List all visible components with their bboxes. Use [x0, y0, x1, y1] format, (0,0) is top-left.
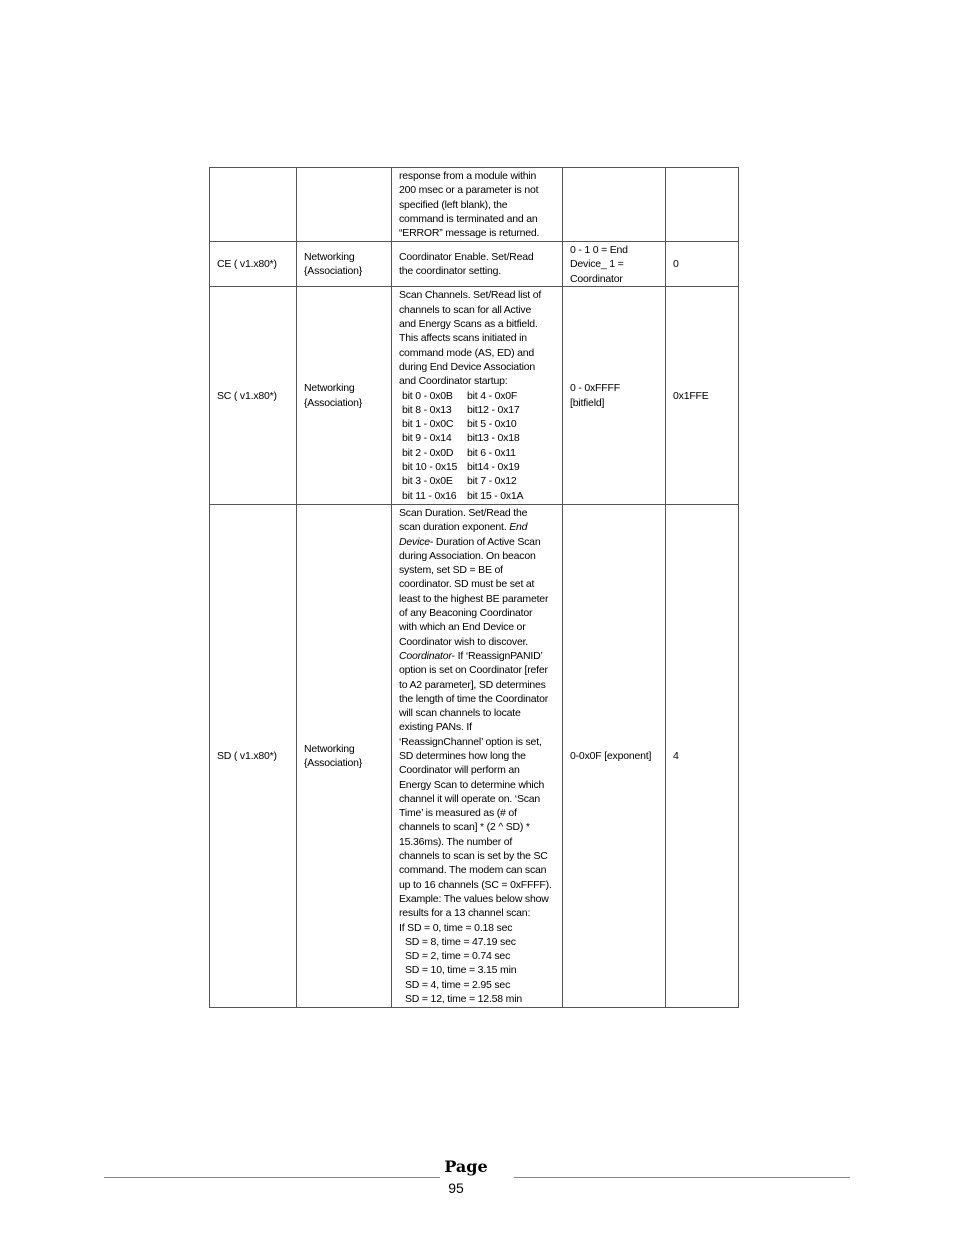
desc-line: Energy Scan to determine which	[399, 778, 545, 791]
bit-pair	[399, 389, 558, 403]
bit-right: bit 4 - 0x0F	[467, 389, 518, 402]
example-line: SD = 10, time = 3.15 min	[405, 964, 517, 977]
desc-line: channels to scan for all Active	[399, 303, 532, 316]
desc-line: 200 msec or a parameter is not	[399, 184, 539, 197]
desc-line: during Association. On beacon	[399, 549, 536, 562]
description-cell	[392, 168, 563, 242]
desc-line: the coordinator setting.	[399, 265, 502, 278]
category-line: Networking	[304, 742, 355, 755]
category-cell	[297, 242, 392, 287]
desc-line: specified (left blank), the	[399, 198, 508, 211]
bit-pair	[399, 417, 558, 431]
desc-line: Coordinator Enable. Set/Read	[399, 251, 534, 264]
desc-line: Coordinator will perform an	[399, 764, 520, 777]
footer-page-number: 95	[448, 1180, 464, 1196]
desc-text: scan duration exponent.	[399, 521, 510, 534]
range-cell: 0-0x0F [exponent]	[563, 504, 666, 1007]
description-cell	[392, 504, 563, 1007]
range-line: [bitfield]	[570, 396, 605, 409]
desc-line: up to 16 channels (SC = 0xFFFF).	[399, 878, 552, 891]
desc-line: response from a module within	[399, 170, 537, 182]
range-cell	[563, 242, 666, 287]
bit-pair	[399, 460, 558, 474]
desc-line: command mode (AS, ED) and	[399, 346, 535, 359]
default-cell: 4	[666, 504, 739, 1007]
desc-line: with which an End Device or	[399, 621, 526, 634]
desc-line: Scan Duration. Set/Read the	[399, 506, 528, 519]
example-line: SD = 4, time = 2.95 sec	[405, 978, 511, 991]
desc-line: channels to scan] * (2 ^ SD) *	[399, 821, 530, 834]
desc-text: - If ‘ReassignPANID’	[451, 649, 543, 662]
desc-line: least to the highest BE parameter	[399, 592, 549, 605]
category-line: {Association}	[304, 396, 363, 409]
desc-line: ‘ReassignChannel’ option is set,	[399, 735, 542, 748]
param-cell: SD ( v1.x80*)	[210, 504, 297, 1007]
bit-left: bit 0 - 0x0B	[402, 389, 453, 402]
desc-line: results for a 13 channel scan:	[399, 907, 531, 920]
bit-right: bit12 - 0x17	[467, 403, 520, 416]
desc-line: and Coordinator startup:	[399, 375, 508, 388]
bit-left: bit 2 - 0x0D	[402, 446, 454, 459]
command-table	[209, 167, 739, 1008]
desc-line: SD determines how long the	[399, 749, 526, 762]
desc-line: This affects scans initiated in	[399, 332, 527, 345]
category-line: {Association}	[304, 265, 363, 278]
footer-rule-left	[104, 1177, 440, 1178]
category-cell	[297, 504, 392, 1007]
desc-line: command is terminated and an	[399, 212, 538, 225]
bit-right: bit14 - 0x19	[467, 461, 520, 474]
desc-line: the length of time the Coordinator	[399, 692, 549, 705]
bit-right: bit 5 - 0x10	[467, 418, 517, 431]
description-cell	[392, 287, 563, 504]
bit-pair	[399, 446, 558, 460]
desc-line: channel it will operate on. ‘Scan	[399, 792, 541, 805]
desc-line: channels to scan is set by the SC	[399, 850, 548, 863]
desc-line: during End Device Association	[399, 360, 536, 373]
range-line: 0 - 1 0 = End	[570, 244, 628, 257]
desc-line: Example: The values below show	[399, 892, 549, 905]
desc-line: of any Beaconing Coordinator	[399, 607, 533, 620]
desc-line: Scan Channels. Set/Read list of	[399, 289, 542, 302]
bit-right: bit 15 - 0x1A	[467, 489, 524, 502]
default-cell: 0	[666, 242, 739, 287]
param-cell	[210, 168, 297, 242]
bit-left: bit 10 - 0x15	[402, 461, 458, 474]
bit-right: bit 6 - 0x11	[467, 446, 516, 459]
desc-line: system, set SD = BE of	[399, 564, 503, 577]
desc-line: option is set on Coordinator [refer	[399, 664, 548, 677]
desc-emphasis: Coordinator	[399, 649, 452, 662]
range-cell	[563, 287, 666, 504]
range-cell	[563, 168, 666, 242]
category-cell	[297, 168, 392, 242]
desc-text: - Duration of Active Scan	[429, 535, 541, 548]
default-cell: 0x1FFE	[666, 287, 739, 504]
example-line: SD = 8, time = 47.19 sec	[405, 935, 516, 948]
table-row	[210, 504, 739, 1007]
desc-line: Coordinator wish to discover.	[399, 635, 529, 648]
desc-line: to A2 parameter], SD determines	[399, 678, 546, 691]
bit-left: bit 3 - 0x0E	[402, 475, 453, 488]
desc-line	[399, 649, 558, 663]
desc-line: Time’ is measured as (# of	[399, 807, 517, 820]
bit-pair	[399, 474, 558, 488]
bit-left: bit 9 - 0x14	[402, 432, 452, 445]
desc-line: will scan channels to locate	[399, 707, 521, 720]
table-row	[210, 168, 739, 242]
default-cell	[666, 168, 739, 242]
desc-line	[399, 520, 558, 534]
category-line: {Association}	[304, 757, 363, 770]
desc-emphasis: Device	[399, 535, 430, 548]
range-line: 0 - 0xFFFF	[570, 382, 620, 395]
description-cell	[392, 242, 563, 287]
desc-line: coordinator. SD must be set at	[399, 578, 535, 591]
desc-line: command. The modem can scan	[399, 864, 547, 877]
param-cell: CE ( v1.x80*)	[210, 242, 297, 287]
bit-right: bit13 - 0x18	[467, 432, 520, 445]
example-line: SD = 12, time = 12.58 min	[405, 993, 522, 1006]
bit-left: bit 11 - 0x16	[402, 489, 457, 502]
range-line: Coordinator	[570, 272, 623, 285]
bit-left: bit 8 - 0x13	[402, 403, 452, 416]
desc-line: and Energy Scans as a bitfield.	[399, 318, 538, 331]
category-cell	[297, 287, 392, 504]
desc-line: 15.36ms). The number of	[399, 835, 513, 848]
bit-pair	[399, 489, 558, 503]
range-line: Device_ 1 =	[570, 258, 624, 271]
bit-pair	[399, 403, 558, 417]
example-line: SD = 2, time = 0.74 sec	[405, 950, 511, 963]
footer-page-label: Page	[444, 1157, 488, 1176]
bit-right: bit 7 - 0x12	[467, 475, 517, 488]
desc-emphasis: End	[509, 521, 528, 534]
bit-left: bit 1 - 0x0C	[402, 418, 454, 431]
bit-pair	[399, 431, 558, 445]
desc-line	[399, 535, 558, 549]
category-line: Networking	[304, 382, 355, 395]
desc-line: “ERROR” message is returned.	[399, 227, 540, 240]
table-row	[210, 287, 739, 504]
table-row	[210, 242, 739, 287]
desc-line: existing PANs. If	[399, 721, 472, 734]
param-cell: SC ( v1.x80*)	[210, 287, 297, 504]
desc-line: If SD = 0, time = 0.18 sec	[399, 921, 513, 934]
footer-rule-right	[514, 1177, 850, 1178]
category-line: Networking	[304, 251, 355, 264]
